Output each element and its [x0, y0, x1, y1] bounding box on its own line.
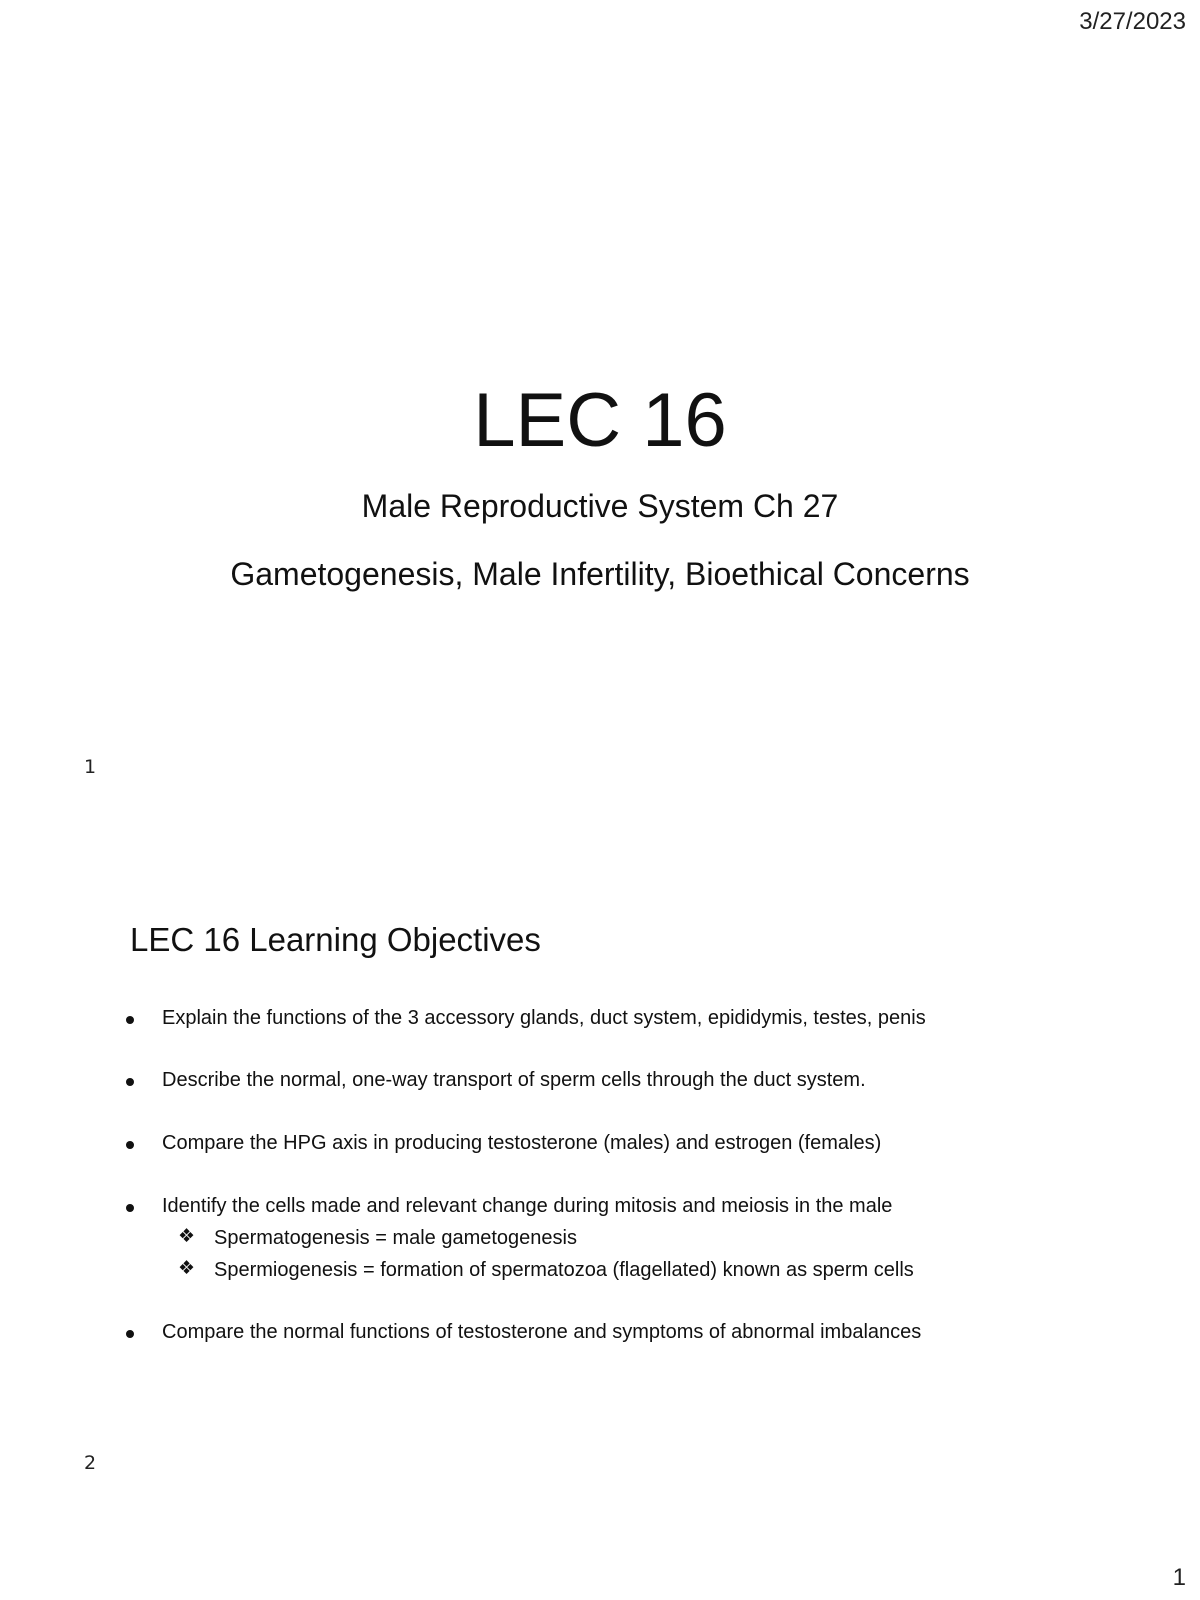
sub-objective-text: Spermiogenesis = formation of spermatozoa (flagellated) known as sperm cells [214, 1259, 914, 1281]
print-date: 3/27/2023 [1079, 8, 1186, 35]
objective-text: Compare the normal functions of testosterone and symptoms of abnormal imbalances [162, 1321, 922, 1343]
bullet-dot-icon [126, 1330, 134, 1338]
bullet-dot-icon [126, 1141, 134, 1149]
diamond-bullet-icon: ❖ [178, 1225, 196, 1247]
objective-text: Compare the HPG axis in producing testosterone (males) and estrogen (females) [162, 1132, 882, 1154]
bullet-dot-icon [126, 1016, 134, 1024]
objective-text: Explain the functions of the 3 accessory glands, duct system, epididymis, testes, penis [162, 1007, 926, 1029]
sub-objective-text: Spermatogenesis = male gametogenesis [214, 1227, 577, 1249]
slide-number: 1 [84, 756, 97, 778]
slide-number: 2 [84, 1452, 97, 1474]
page-number: 1 [1172, 1564, 1186, 1591]
objectives-heading: LEC 16 Learning Objectives [130, 921, 541, 958]
diamond-bullet-icon: ❖ [178, 1257, 196, 1279]
slide-subtitle-topics: Gametogenesis, Male Infertility, Bioethical Concerns [230, 556, 970, 592]
slide-title: LEC 16 [473, 378, 727, 463]
objective-text: Identify the cells made and relevant change during mitosis and meiosis in the male [162, 1195, 893, 1217]
bullet-dot-icon [126, 1204, 134, 1212]
bullet-dot-icon [126, 1078, 134, 1086]
slide-subtitle-chapter: Male Reproductive System Ch 27 [361, 488, 839, 524]
objective-text: Describe the normal, one-way transport of sperm cells through the duct system. [162, 1069, 866, 1091]
